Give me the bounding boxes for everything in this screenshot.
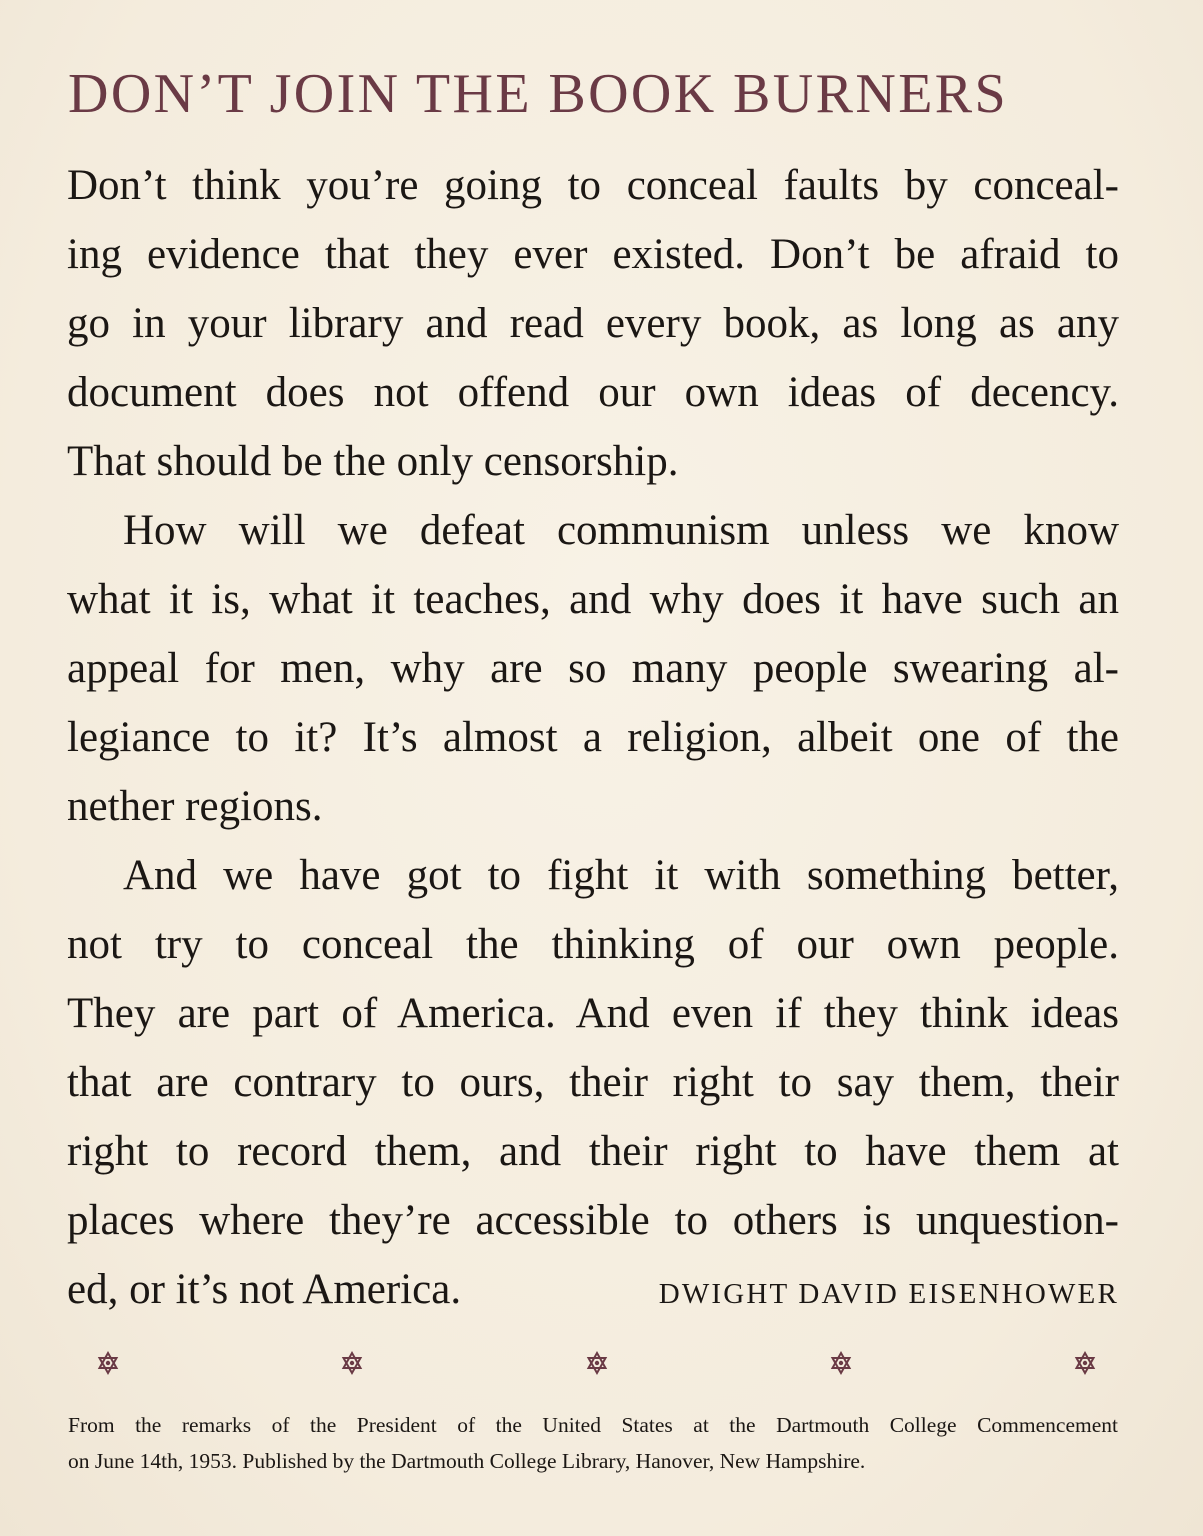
quote-line: How will we defeat communism unless we know — [123, 507, 1119, 554]
quote-line: places where they’re accessible to others is unquestion- — [67, 1197, 1119, 1244]
quote-line: legiance to it? It’s almost a religion, albeit one of the — [67, 714, 1119, 761]
colophon-line: on June 14th, 1953. Published by the Dartmouth College Library, Hanover, New Hampshire. — [68, 1449, 866, 1473]
quote-line: go in your library and read every book, as long as any — [67, 300, 1119, 347]
quote-line: ed, or it’s not America. — [67, 1266, 462, 1313]
quote-line: right to record them, and their right to have them at — [67, 1128, 1119, 1175]
page-title: DON’T JOIN THE BOOK BURNERS — [68, 63, 1009, 125]
quote-line: They are part of America. And even if they think ideas — [67, 990, 1119, 1037]
star-ornament-icon — [828, 1350, 854, 1376]
quote-closing-line — [67, 1255, 1119, 1324]
quote-line: not try to conceal the thinking of our own people. — [67, 921, 1119, 968]
colophon — [68, 1407, 1118, 1479]
quote-line: Don’t think you’re going to conceal faults by conceal- — [67, 162, 1119, 209]
quote-line: that are contrary to ours, their right to say them, their — [67, 1059, 1119, 1106]
quote-line: ing evidence that they ever existed. Don’t be afraid to — [67, 231, 1119, 278]
quote-line: appeal for men, why are so many people swearing al- — [67, 645, 1119, 692]
attribution: DWIGHT DAVID EISENHOWER — [658, 1278, 1119, 1310]
star-ornament-icon — [1072, 1350, 1098, 1376]
star-ornament-icon — [339, 1350, 365, 1376]
quote-line: document does not offend our own ideas of decency. — [67, 369, 1119, 416]
quote-line: That should be the only censorship. — [67, 438, 679, 485]
quote-line: And we have got to fight it with something better, — [123, 852, 1119, 899]
star-ornament-icon — [95, 1350, 121, 1376]
colophon-line: From the remarks of the President of the United States at the Dartmouth College Commencement — [68, 1413, 1118, 1437]
ornament-row — [95, 1350, 1098, 1380]
quote-body — [67, 151, 1119, 1324]
quote-line: nether regions. — [67, 783, 323, 830]
star-ornament-icon — [584, 1350, 610, 1376]
quote-line: what it is, what it teaches, and why does it have such an — [67, 576, 1119, 623]
